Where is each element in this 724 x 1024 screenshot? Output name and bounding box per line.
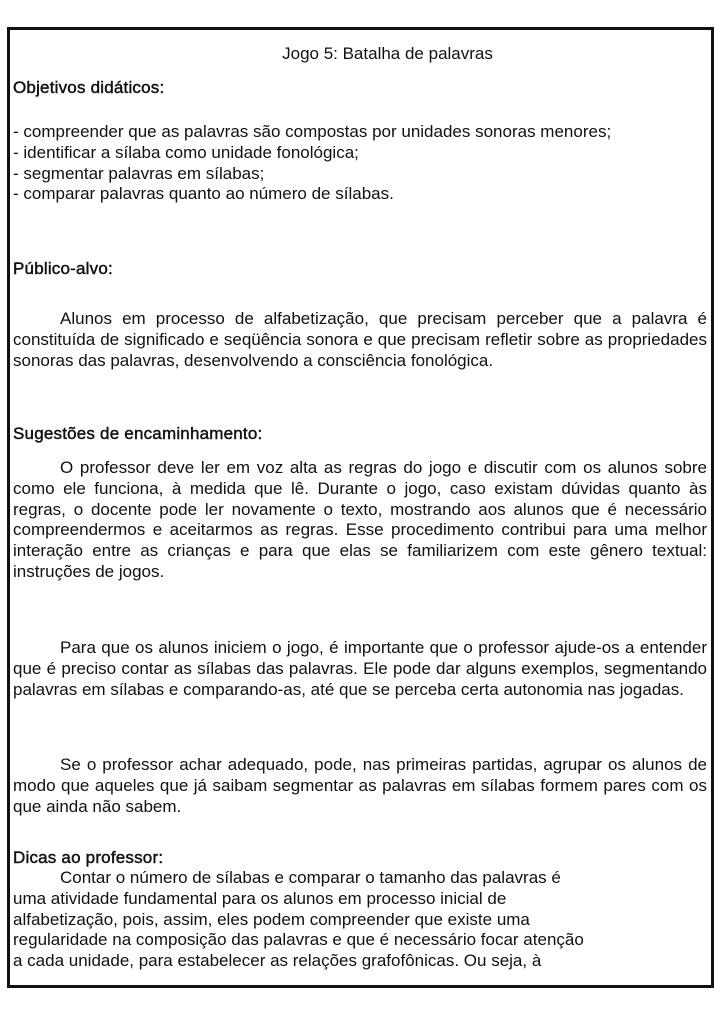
dicas-heading: Dicas ao professor: bbox=[13, 848, 164, 867]
dicas-section bbox=[13, 847, 707, 972]
page-title: Jogo 5: Batalha de palavras bbox=[282, 44, 493, 63]
sugestoes-paragraph-2-block bbox=[13, 638, 707, 700]
list-item: - comparar palavras quanto ao número de sílabas. bbox=[13, 184, 394, 204]
sugestoes-section bbox=[13, 423, 707, 444]
sugestoes-paragraph-1-block bbox=[13, 458, 707, 583]
sugestoes-paragraph: Se o professor achar adequado, pode, nas primeiras partidas, agrupar os alunos de modo que aqueles que já saibam segmentar as palavras em sílabas formem pares com os que ainda não sabem. bbox=[13, 755, 707, 816]
list-item: - segmentar palavras em sílabas; bbox=[13, 163, 265, 183]
publico-text-block bbox=[13, 309, 707, 371]
sugestoes-paragraph: O professor deve ler em voz alta as regras do jogo e discutir com os alunos sobre como ele funciona, à medida que lê. Durante o jogo, caso existam dúvidas quanto às regras, o docente pode ler novamente o texto, mostrando aos alunos que é necessário compreendermos e aceitarmos as regras. Esse procedimento contribui para uma melhor interação entre as crianças e para que elas se familiarizem com este gênero textual: instruções de jogos. bbox=[13, 458, 707, 581]
publico-heading: Público-alvo: bbox=[13, 259, 113, 278]
sugestoes-heading: Sugestões de encaminhamento: bbox=[13, 424, 263, 443]
dicas-line: alfabetização, pois, assim, eles podem compreender que existe uma bbox=[13, 909, 530, 929]
publico-paragraph: Alunos em processo de alfabetização, que precisam perceber que a palavra é constituída de significado e seqüência sonora e que precisam refletir sobre as propriedades sonoras das palavras, desenvolvendo a consciência fonológica. bbox=[13, 309, 707, 370]
sugestoes-paragraph-3-block bbox=[13, 755, 707, 817]
objetivos-heading: Objetivos didáticos: bbox=[13, 78, 165, 97]
dicas-line: regularidade na composição das palavras e que é necessário focar atenção bbox=[13, 930, 584, 950]
list-item: - identificar a sílaba como unidade fonológica; bbox=[13, 142, 359, 162]
sugestoes-paragraph: Para que os alunos iniciem o jogo, é importante que o professor ajude-os a entender que é preciso contar as sílabas das palavras. Ele pode dar alguns exemplos, segmentando palavras em sílabas e comparando-as, até que se perceba certa autonomia nas jogadas. bbox=[13, 638, 707, 699]
dicas-line: Contar o número de sílabas e comparar o tamanho das palavras é bbox=[60, 868, 561, 887]
publico-section bbox=[13, 258, 707, 279]
dicas-line: uma atividade fundamental para os alunos em processo inicial de bbox=[13, 888, 507, 908]
objetivos-section bbox=[13, 77, 707, 98]
objetivos-list bbox=[13, 122, 707, 205]
list-item: - compreender que as palavras são compostas por unidades sonoras menores; bbox=[13, 122, 612, 141]
dicas-line: a cada unidade, para estabelecer as relações grafofônicas. Ou seja, à bbox=[13, 951, 542, 971]
